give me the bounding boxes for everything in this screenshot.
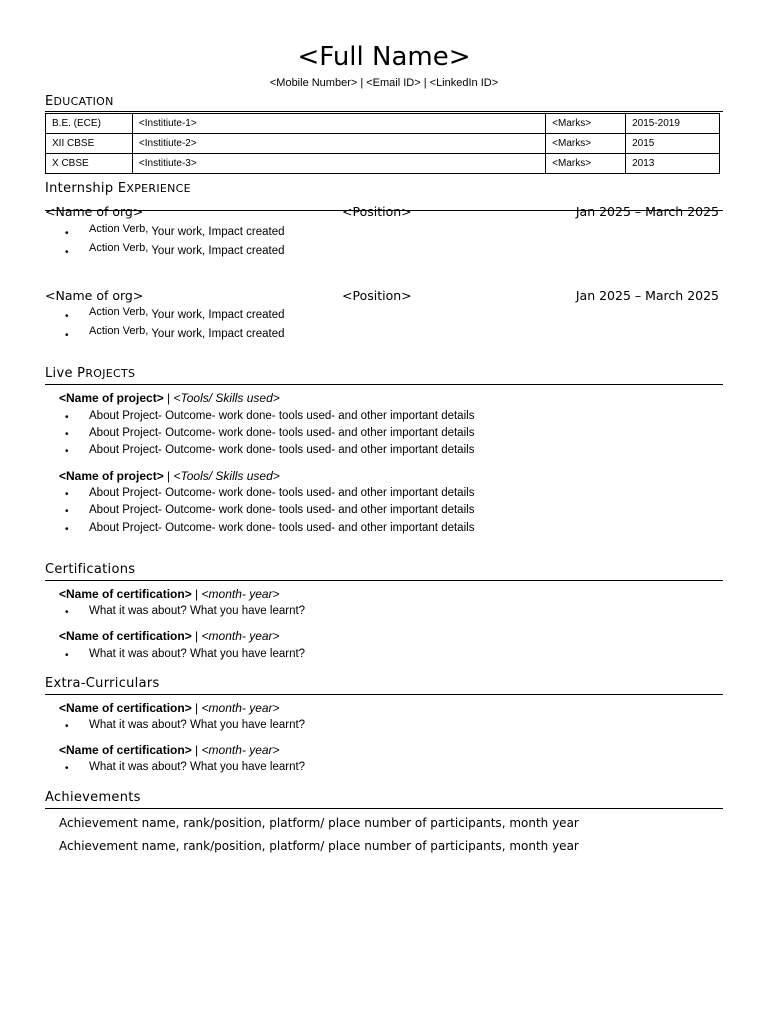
internship-section-title: Internship EXPERIENCE: [45, 181, 191, 196]
bullet-icon: •: [65, 429, 69, 440]
achievements-divider: [45, 808, 723, 809]
certification-date: <month- year>: [201, 587, 280, 601]
certifications-section-title: Certifications: [45, 562, 136, 577]
bullet-text: About Project- Outcome- work done- tools used- and other important details: [89, 410, 475, 422]
extracurricular-heading: <Name of certification> | <month- year>: [59, 743, 280, 757]
project-tools: <Tools/ Skills used>: [173, 469, 280, 483]
bullet-icon: •: [65, 247, 69, 258]
projects-divider: [45, 384, 723, 385]
certification-name: <Name of certification>: [59, 743, 192, 757]
bullet-text: Your work, Impact created: [148, 328, 285, 340]
bullet-text: Your work, Impact created: [148, 226, 285, 238]
education-section-title: EDUCATION: [45, 94, 114, 109]
bullet-icon: •: [65, 446, 69, 457]
contact-line: <Mobile Number> | <Email ID> | <LinkedIn ID>: [269, 77, 499, 89]
education-table: [45, 113, 720, 174]
project-name: <Name of project>: [59, 469, 164, 483]
certification-heading: <Name of certification> | <month- year>: [59, 629, 280, 643]
year-cell: 2015-2019: [626, 114, 720, 134]
certification-date: <month- year>: [201, 701, 280, 715]
extracurriculars-divider: [45, 694, 723, 695]
action-verb: Action Verb,: [89, 325, 149, 337]
education-divider: [45, 111, 723, 112]
bullet-text: What it was about? What you have learnt?: [89, 719, 306, 731]
bullet-icon: •: [65, 489, 69, 500]
action-verb: Action Verb,: [89, 242, 149, 254]
certification-name: <Name of certification>: [59, 629, 192, 643]
bullet-icon: •: [65, 506, 69, 517]
bullet-text: Your work, Impact created: [148, 309, 285, 321]
certification-date: <month- year>: [201, 629, 280, 643]
achievements-section-title: Achievements: [45, 790, 141, 805]
year-cell: 2013: [626, 154, 720, 174]
bullet-text: What it was about? What you have learnt?: [89, 605, 306, 617]
bullet-text: About Project- Outcome- work done- tools used- and other important details: [89, 444, 475, 456]
bullet-text: What it was about? What you have learnt?: [89, 648, 306, 660]
bullet-text: About Project- Outcome- work done- tools used- and other important details: [89, 427, 475, 439]
dates: Jan 2025 – March 2025: [575, 288, 719, 303]
marks-cell: <Marks>: [546, 154, 626, 174]
action-verb: Action Verb,: [89, 223, 149, 235]
project-heading: <Name of project> | <Tools/ Skills used>: [59, 391, 280, 405]
bullet-text: Your work, Impact created: [148, 245, 285, 257]
action-verb: Action Verb,: [89, 306, 149, 318]
bullet-icon: •: [65, 607, 69, 618]
bullet-icon: •: [65, 650, 69, 661]
dates: Jan 2025 – March 2025: [575, 204, 719, 219]
bullet-icon: •: [65, 763, 69, 774]
degree-cell: B.E. (ECE): [46, 114, 133, 134]
table-row: [46, 114, 720, 134]
org-name: <Name of org>: [45, 288, 144, 303]
position: <Position>: [342, 288, 412, 303]
certification-name: <Name of certification>: [59, 701, 192, 715]
bullet-icon: •: [65, 524, 69, 535]
certification-heading: <Name of certification> | <month- year>: [59, 587, 280, 601]
degree-cell: XII CBSE: [46, 134, 133, 154]
degree-cell: X CBSE: [46, 154, 133, 174]
bullet-icon: •: [65, 412, 69, 423]
project-name: <Name of project>: [59, 391, 164, 405]
table-row: [46, 154, 720, 174]
extracurricular-heading: <Name of certification> | <month- year>: [59, 701, 280, 715]
org-name: <Name of org>: [45, 204, 144, 219]
institute-cell: <Institiute-1>: [132, 114, 545, 134]
achievement-item: Achievement name, rank/position, platform/ place number of participants, month year: [59, 839, 579, 853]
bullet-icon: •: [65, 330, 69, 341]
achievement-item: Achievement name, rank/position, platform/ place number of participants, month year: [59, 816, 579, 830]
section-divider: [45, 210, 723, 211]
institute-cell: <Institiute-3>: [132, 154, 545, 174]
bullet-icon: •: [65, 721, 69, 732]
marks-cell: <Marks>: [546, 114, 626, 134]
marks-cell: <Marks>: [546, 134, 626, 154]
institute-cell: <Institiute-2>: [132, 134, 545, 154]
certifications-divider: [45, 580, 723, 581]
bullet-icon: •: [65, 228, 69, 239]
project-tools: <Tools/ Skills used>: [173, 391, 280, 405]
bullet-text: About Project- Outcome- work done- tools used- and other important details: [89, 522, 475, 534]
bullet-icon: •: [65, 311, 69, 322]
extracurriculars-section-title: Extra-Curriculars: [45, 676, 160, 691]
project-heading: <Name of project> | <Tools/ Skills used>: [59, 469, 280, 483]
bullet-text: What it was about? What you have learnt?: [89, 761, 306, 773]
projects-section-title: Live PROJECTS: [45, 366, 136, 381]
bullet-text: About Project- Outcome- work done- tools used- and other important details: [89, 504, 475, 516]
certification-name: <Name of certification>: [59, 587, 192, 601]
certification-date: <month- year>: [201, 743, 280, 757]
position: <Position>: [342, 204, 412, 219]
table-row: [46, 134, 720, 154]
year-cell: 2015: [626, 134, 720, 154]
bullet-text: About Project- Outcome- work done- tools used- and other important details: [89, 487, 475, 499]
full-name-heading: <Full Name>: [297, 42, 471, 72]
